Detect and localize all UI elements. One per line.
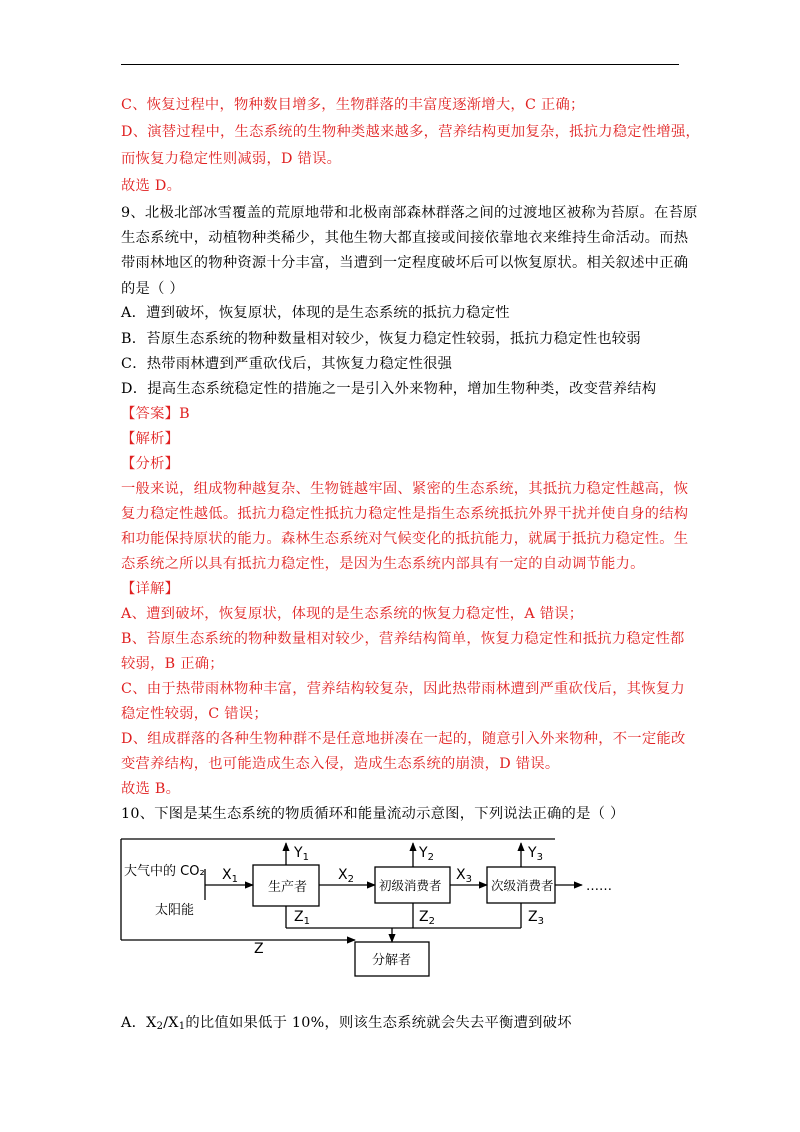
primary-consumer-label: 初级消费者: [379, 878, 442, 893]
option-line: C．热带雨林遭到严重砍伐后，其恢复力稳定性很强: [121, 356, 453, 372]
section-label: 【详解】: [121, 581, 180, 597]
co2-label: 大气中的 CO₂: [124, 864, 205, 879]
option-a-mid: /X: [163, 1015, 179, 1031]
option-line: B．苔原生态系统的物种数量相对较少，恢复力稳定性较弱，抵抗力稳定性也较弱: [121, 331, 641, 347]
text-line: D、演替过程中，生态系统的生物种类越来越多，营养结构更加复杂，抵抗力稳定性增强，: [121, 124, 701, 140]
z2-label: $Z_2$: [419, 909, 435, 927]
sun-label: 太阳能: [155, 903, 195, 918]
option-a-sub2: 1: [178, 1021, 186, 1032]
question-line: 带雨林地区的物种资源十分丰富，当遭到一定程度破坏后可以恢复原状。相关叙述中正确: [121, 255, 689, 271]
text-line: 一般来说，组成物种越复杂、生物链越牢固、紧密的生态系统，其抵抗力稳定性越高，恢: [121, 481, 689, 497]
text-line: 变营养结构，也可能造成生态入侵，造成生态系统的崩溃，D 错误。: [121, 756, 560, 772]
text-line: 故选 B。: [121, 781, 181, 797]
option-line: D．提高生态系统稳定性的措施之一是引入外来物种，增加生物种类，改变营养结构: [121, 381, 657, 397]
answer-label: 【答案】B: [121, 406, 190, 422]
text-line: C、恢复过程中，物种数目增多，生物群落的丰富度逐渐增大，C 正确；: [121, 97, 585, 113]
question-line: 的是（ ）: [121, 281, 184, 297]
option-a-prefix: A．X: [121, 1015, 157, 1031]
section-label: 【解析】: [121, 431, 180, 447]
option-a-text: 的比值如果低于 10%，则该生态系统就会失去平衡遭到破坏: [185, 1015, 572, 1031]
text-line: 故选 D。: [121, 178, 182, 194]
secondary-consumer-label: 次级消费者: [491, 878, 554, 893]
text-line: 和功能保持原状的能力。森林生态系统对气候变化的抵抗能力，就属于抵抗力稳定性。生: [121, 531, 689, 547]
text-line: B、苔原生态系统的物种数量相对较少，营养结构简单，恢复力稳定性和抵抗力稳定性都: [121, 631, 685, 647]
section-label: 【分析】: [121, 456, 180, 472]
ellipsis-label: ……: [586, 879, 612, 894]
z-label: Z: [254, 941, 264, 957]
text-line: A、遭到破坏，恢复原状，体现的是生态系统的恢复力稳定性，A 错误；: [121, 606, 584, 622]
x2-label: $X_2$: [338, 867, 354, 885]
y1-label: $Y_1$: [294, 845, 309, 863]
text-line: 稳定性较弱，C 错误；: [121, 706, 268, 722]
x3-label: $X_3$: [456, 867, 472, 885]
text-line: 复力稳定性越低。抵抗力稳定性抵抗力稳定性是指生态系统抵抗外界干扰并使自身的结构: [121, 506, 689, 522]
option-a-sub1: 2: [156, 1021, 164, 1032]
text-line: 态系统之所以具有抵抗力稳定性，是因为生态系统内部具有一定的自动调节能力。: [121, 556, 645, 572]
text-line: 较弱，B 正确；: [121, 656, 224, 672]
z1-label: $Z_1$: [294, 909, 310, 927]
question-line: 9、北极北部冰雪覆盖的荒原地带和北极南部森林群落之间的过渡地区被称为苔原。在苔原: [121, 205, 698, 221]
text-line: D、组成群落的各种生物种群不是任意地拼凑在一起的，随意引入外来物种，不一定能改: [121, 731, 686, 747]
x1-label: $X_1$: [222, 867, 238, 885]
y2-label: $Y_2$: [419, 845, 434, 863]
z3-label: $Z_3$: [528, 909, 544, 927]
decomposer-label: 分解者: [372, 953, 412, 968]
text-line: C、由于热带雨林物种丰富，营养结构较复杂，因此热带雨林遭到严重砍伐后，其恢复力: [121, 681, 685, 697]
option-a-line: [121, 1014, 572, 1036]
question-line: 10、下图是某生态系统的物质循环和能量流动示意图，下列说法正确的是（ ）: [121, 806, 625, 822]
question-line: 生态系统中，动植物种类稀少，其他生物大都直接或间接依靠地衣来维持生命活动。而热: [121, 230, 689, 246]
option-line: A．遭到破坏，恢复原状，体现的是生态系统的抵抗力稳定性: [121, 305, 510, 321]
y3-label: $Y_3$: [528, 845, 543, 863]
text-line: 而恢复力稳定性则减弱，D 错误。: [121, 151, 342, 167]
producer-label: 生产者: [268, 880, 308, 895]
